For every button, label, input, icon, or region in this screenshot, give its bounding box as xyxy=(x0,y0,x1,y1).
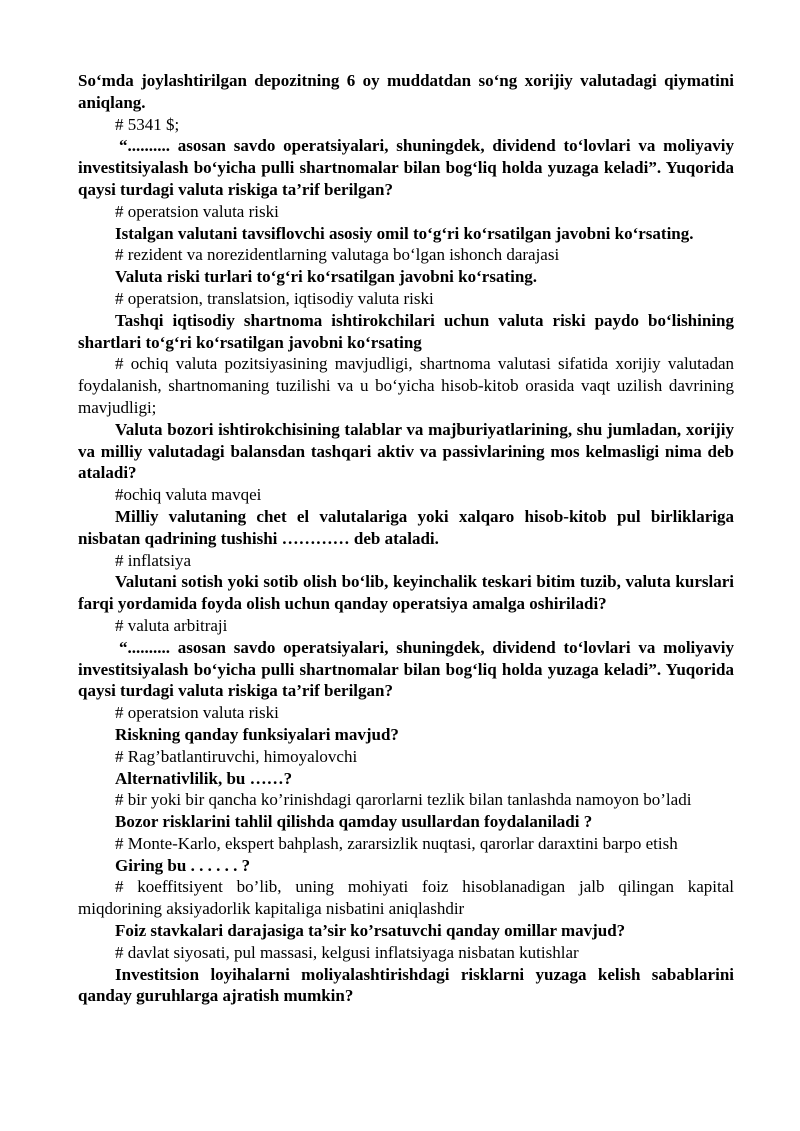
answer-text: # davlat siyosati, pul massasi, kelgusi inflatsiyaga nisbatan kutishlar xyxy=(115,942,579,962)
answer-text: # valuta arbitraji xyxy=(115,615,228,635)
question-text: Giring bu . . . . . . ? xyxy=(115,855,251,875)
question-text: Tashqi iqtisodiy shartnoma ishtirokchilari uchun valuta riski paydo bo‘lishining shartlari to‘g‘ri ko‘rsatilgan javobni ko‘rsating xyxy=(78,310,734,352)
question-text: Valuta riski turlari to‘g‘ri ko‘rsatilgan javobni ko‘rsating. xyxy=(115,267,538,287)
question-text: Alternativlilik, bu ……? xyxy=(115,768,293,788)
question-text: Milliy valutaning chet el valutalariga yoki xalqaro hisob-kitob pul birliklariga nisbatan qadrining tushishi ………… deb ataladi. xyxy=(78,506,734,548)
question-text: Investitsion loyihalarni moliyalashtirishdagi risklarni yuzaga kelish sabablarini qanday guruhlarga ajratish mumkin? xyxy=(78,964,734,1006)
question-text: “.......... asosan savdo operatsiyalari, shuningdek, dividend to‘lovlari va moliyaviy investitsiyalash bo‘yicha pulli shartnomalar bilan bog‘liq holda yuzaga keladi”. Yuqorida qaysi turdagi valuta riskiga ta’rif berilgan? xyxy=(78,637,734,701)
question-text: So‘mda joylashtirilgan depozitning 6 oy muddatdan so‘ng xorijiy valutadagi qiymatini aniqlang. xyxy=(78,71,734,112)
answer-text: #ochiq valuta mavqei xyxy=(115,485,262,505)
document-page xyxy=(78,70,734,1007)
answer-text: # operatsion valuta riski xyxy=(115,703,279,723)
answer-text: # Rag’batlantiruvchi, himoyalovchi xyxy=(115,746,358,766)
question-text: Foiz stavkalari darajasiga ta’sir ko’rsatuvchi qanday omillar mavjud? xyxy=(115,921,626,941)
answer-text: # ochiq valuta pozitsiyasining mavjudligi, shartnoma valutasi sifatida xorijiy valutadan foydalanish, shartnomaning tuzilishi va u bo‘yicha hisob-kitob orasida vaqt uzilish davrining mavjudligi; xyxy=(78,354,734,417)
question-text: Bozor risklarini tahlil qilishda qamday usullardan foydalaniladi ? xyxy=(115,812,593,832)
answer-text: # Monte-Karlo, ekspert bahplash, zararsizlik nuqtasi, qarorlar daraxtini barpo etish xyxy=(115,833,678,853)
answer-text: # operatsion valuta riski xyxy=(115,201,279,221)
question-text: Istalgan valutani tavsiflovchi asosiy omil to‘g‘ri ko‘rsatilgan javobni ko‘rsating. xyxy=(115,223,694,243)
answer-text: # rezident va norezidentlarning valutaga bo‘lgan ishonch darajasi xyxy=(115,245,560,265)
answer-text: # inflatsiya xyxy=(115,550,192,570)
answer-text: # operatsion, translatsion, iqtisodiy valuta riski xyxy=(115,288,434,308)
question-text: Riskning qanday funksiyalari mavjud? xyxy=(115,724,399,744)
question-text: Valutani sotish yoki sotib olish bo‘lib, keyinchalik teskari bitim tuzib, valuta kurslari farqi yordamida foyda olish uchun qanday operatsiya amalga oshiriladi? xyxy=(78,572,734,614)
question-text: “.......... asosan savdo operatsiyalari, shuningdek, dividend to‘lovlari va moliyaviy investitsiyalash bo‘yicha pulli shartnomalar bilan bog‘liq holda yuzaga keladi”. Yuqorida qaysi turdagi valuta riskiga ta’rif berilgan? xyxy=(78,136,734,199)
answer-text: # koeffitsiyent bo’lib, uning mohiyati foiz hisoblanadigan jalb qilingan kapital miqdorining aksiyadorlik kapitaliga nisbatini aniqlashdir xyxy=(78,877,734,919)
answer-text: # bir yoki bir qancha ko’rinishdagi qarorlarni tezlik bilan tanlashda namoyon bo’ladi xyxy=(115,790,692,810)
question-text: Valuta bozori ishtirokchisining talablar va majburiyatlarining, shu jumladan, xorijiy va milliy valutadagi balansdan tashqari aktiv va passivlarining mos kelmasligi nima deb ataladi? xyxy=(78,419,734,483)
answer-text: # 5341 $; xyxy=(115,114,180,134)
